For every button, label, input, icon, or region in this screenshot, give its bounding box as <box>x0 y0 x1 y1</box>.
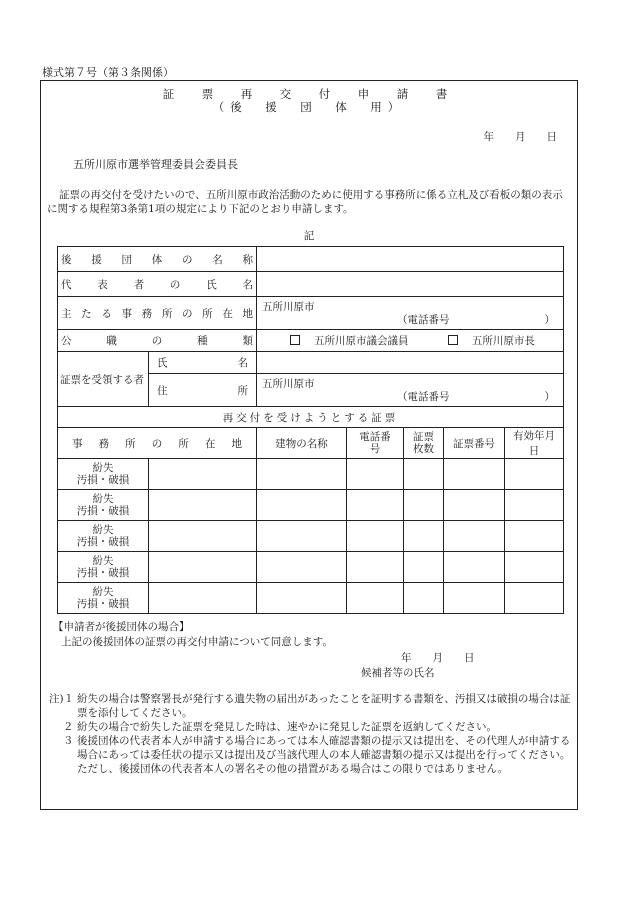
addressee: 五所川原市選挙管理委員会委員長 <box>73 158 238 171</box>
tel-field[interactable] <box>347 490 404 521</box>
count-field[interactable] <box>404 552 444 583</box>
building-field[interactable] <box>257 490 347 521</box>
reason-cell[interactable]: 紛失 汚損・破損 <box>58 521 149 552</box>
table-row <box>58 490 564 521</box>
building-field[interactable] <box>257 459 347 490</box>
name-label: 氏名 <box>149 352 257 374</box>
ki-mark: 記 <box>303 230 315 242</box>
table-row <box>58 552 564 583</box>
location-field[interactable] <box>149 459 257 490</box>
form-subtitle: （後 援 団 体 用） <box>212 100 406 114</box>
note-mark: ２ <box>63 721 74 733</box>
form-frame <box>40 80 578 810</box>
building-field[interactable] <box>257 521 347 552</box>
representative-field[interactable] <box>257 272 564 297</box>
location-field[interactable] <box>149 583 257 614</box>
mayor-option-label: 五所川原市長 <box>471 335 535 347</box>
consent-text: 上記の後援団体の証票の再交付申請について同意します。 <box>61 636 333 648</box>
table-row <box>58 521 564 552</box>
public-office-options <box>257 330 564 352</box>
number-field[interactable] <box>444 521 505 552</box>
note-mark: 注)１ <box>49 693 75 705</box>
candidate-name-label: 候補者等の氏名 <box>361 667 435 679</box>
council-option-label: 五所川原市議会議員 <box>314 335 409 347</box>
number-field[interactable] <box>444 490 505 521</box>
office-address-field[interactable] <box>257 297 564 330</box>
note-text: 紛失の場合で紛失した証票を発見した時は、速やかに発見した証票を返納してください。 <box>77 721 497 733</box>
note-3 <box>49 734 575 776</box>
row-public-office <box>58 330 564 352</box>
tel-field[interactable] <box>347 459 404 490</box>
col-tel: 電話番 号 <box>347 428 404 459</box>
expiry-field[interactable] <box>505 490 564 521</box>
col-building: 建物の名称 <box>257 428 347 459</box>
col-number: 証票番号 <box>444 428 505 459</box>
reason-cell[interactable]: 紛失 汚損・破損 <box>58 552 149 583</box>
count-field[interactable] <box>404 490 444 521</box>
expiry-field[interactable] <box>505 521 564 552</box>
table-row <box>58 583 564 614</box>
consent-date: 年 月 日 <box>401 652 475 664</box>
org-name-label: 後援団体の名称 <box>58 247 257 272</box>
number-field[interactable] <box>444 552 505 583</box>
expiry-field[interactable] <box>505 583 564 614</box>
mayor-checkbox[interactable] <box>448 335 458 345</box>
reason-cell[interactable]: 紛失 汚損・破損 <box>58 490 149 521</box>
note-text: 紛失の場合は警察署長が発行する遺失物の届出があったことを証明する書類を、汚損又は破損の場合は証票を添付してください。 <box>77 693 571 719</box>
application-date: 年 月 日 <box>483 131 557 143</box>
form-id: 様式第７号（第３条関係） <box>42 66 174 79</box>
reason-cell[interactable]: 紛失 汚損・破損 <box>58 583 149 614</box>
applicant-note: 【申請者が後援団体の場合】 <box>53 621 190 633</box>
public-office-label: 公職の種類 <box>58 330 257 352</box>
location-field[interactable] <box>149 521 257 552</box>
expiry-field[interactable] <box>505 552 564 583</box>
receiver-label: 証票を受領する者 <box>58 352 149 407</box>
receiver-tel-label: （電話番号 <box>397 391 450 403</box>
intro-text: 証票の再交付を受けたいので、五所川原市政治活動のために使用する事務所に係る立札及び看板の類の表示に関する規程第3条第1項の規定により下記のとおり申請します。 <box>47 189 563 215</box>
org-name-field[interactable] <box>257 247 564 272</box>
table-row <box>58 459 564 490</box>
location-field[interactable] <box>149 490 257 521</box>
office-address-label: 主たる事務所の所在地 <box>58 297 257 330</box>
note-2 <box>49 720 575 734</box>
col-location: 事務所の所在地 <box>58 428 257 459</box>
number-field[interactable] <box>444 583 505 614</box>
office-tel-label: （電話番号 <box>397 314 450 326</box>
row-receiver-name <box>58 352 564 374</box>
count-field[interactable] <box>404 583 444 614</box>
note-mark: ３ <box>63 735 74 747</box>
row-office-address <box>58 297 564 330</box>
address-label: 住所 <box>149 374 257 407</box>
reason-cell[interactable]: 紛失 汚損・破損 <box>58 459 149 490</box>
receiver-tel-close: ） <box>544 391 556 403</box>
receiver-address-field[interactable] <box>257 374 564 407</box>
receiver-name-field[interactable] <box>257 352 564 374</box>
number-field[interactable] <box>444 459 505 490</box>
receiver-city: 五所川原市 <box>262 378 315 390</box>
row-org-name <box>58 247 564 272</box>
reissue-header: 再交付を受けようとする証票 <box>58 407 564 428</box>
tel-field[interactable] <box>347 583 404 614</box>
building-field[interactable] <box>257 552 347 583</box>
note-1 <box>49 692 575 720</box>
col-expiry: 有効年月日 <box>505 428 564 459</box>
council-checkbox[interactable] <box>290 335 300 345</box>
col-count: 証票 枚数 <box>404 428 444 459</box>
application-table <box>57 246 564 614</box>
row-representative <box>58 272 564 297</box>
representative-label: 代表者の氏名 <box>58 272 257 297</box>
office-city: 五所川原市 <box>262 301 315 313</box>
office-tel-close: ） <box>544 314 556 326</box>
location-field[interactable] <box>149 552 257 583</box>
tel-field[interactable] <box>347 521 404 552</box>
form-title: 証 票 再 交 付 申 請 書 <box>162 87 456 101</box>
count-field[interactable] <box>404 459 444 490</box>
row-reissue-header <box>58 407 564 428</box>
count-field[interactable] <box>404 521 444 552</box>
tel-field[interactable] <box>347 552 404 583</box>
note-text: 後援団体の代表者本人が申請する場合にあっては本人確認書類の提示又は提出を、その代理人が申請する場合にあっては委任状の提示又は提出及び当該代理人の本人確認書類の提示又は提出を行ってください。ただし、後援団体の代表者本人の署名その他の措置がある場合はこの限りではありません。 <box>77 735 571 775</box>
notes <box>49 692 575 776</box>
building-field[interactable] <box>257 583 347 614</box>
row-column-headers <box>58 428 564 459</box>
expiry-field[interactable] <box>505 459 564 490</box>
